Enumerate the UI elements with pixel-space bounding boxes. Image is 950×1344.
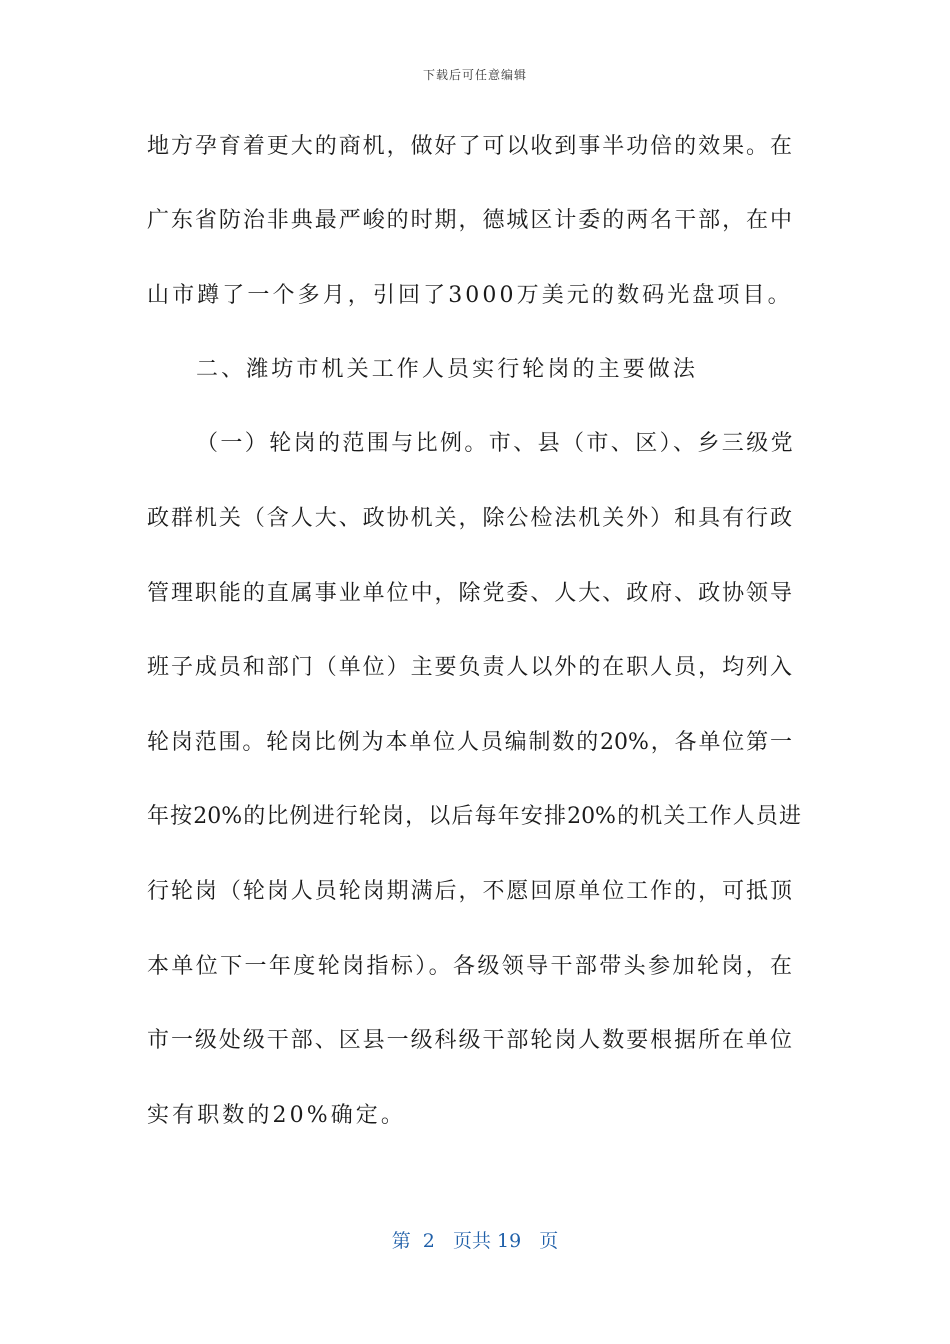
body-line: 广东省防治非典最严峻的时期，德城区计委的两名干部，在中 <box>147 208 792 233</box>
body-line: （一）轮岗的范围与比例。市、县（市、区）、乡三级党 <box>196 431 796 456</box>
body-line: 班子成员和部门（单位）主要负责人以外的在职人员，均列入 <box>147 655 792 680</box>
body-line: 轮岗范围。轮岗比例为本单位人员编制数的20%，各单位第一 <box>147 730 792 755</box>
body-line: 山市蹲了一个多月，引回了3000万美元的数码光盘项目。 <box>147 283 793 308</box>
page-number-footer: 第 2 页共 19 页 <box>391 1230 559 1252</box>
body-line: 年按20%的比例进行轮岗，以后每年安排20%的机关工作人员进 <box>147 804 801 829</box>
section-heading: 二、潍坊市机关工作人员实行轮岗的主要做法 <box>196 357 699 382</box>
body-line: 实有职数的20%确定。 <box>147 1103 406 1128</box>
header-note: 下载后可任意编辑 <box>422 68 527 82</box>
body-line: 本单位下一年度轮岗指标）。各级领导干部带头参加轮岗，在 <box>147 954 792 979</box>
body-line: 行轮岗（轮岗人员轮岗期满后，不愿回原单位工作的，可抵顶 <box>147 879 792 904</box>
body-line: 地方孕育着更大的商机，做好了可以收到事半功倍的效果。在 <box>147 134 792 159</box>
body-line: 管理职能的直属事业单位中，除党委、人大、政府、政协领导 <box>147 581 792 606</box>
body-line: 政群机关（含人大、政协机关，除公检法机关外）和具有行政 <box>147 506 792 531</box>
body-line: 市一级处级干部、区县一级科级干部轮岗人数要根据所在单位 <box>147 1028 792 1053</box>
